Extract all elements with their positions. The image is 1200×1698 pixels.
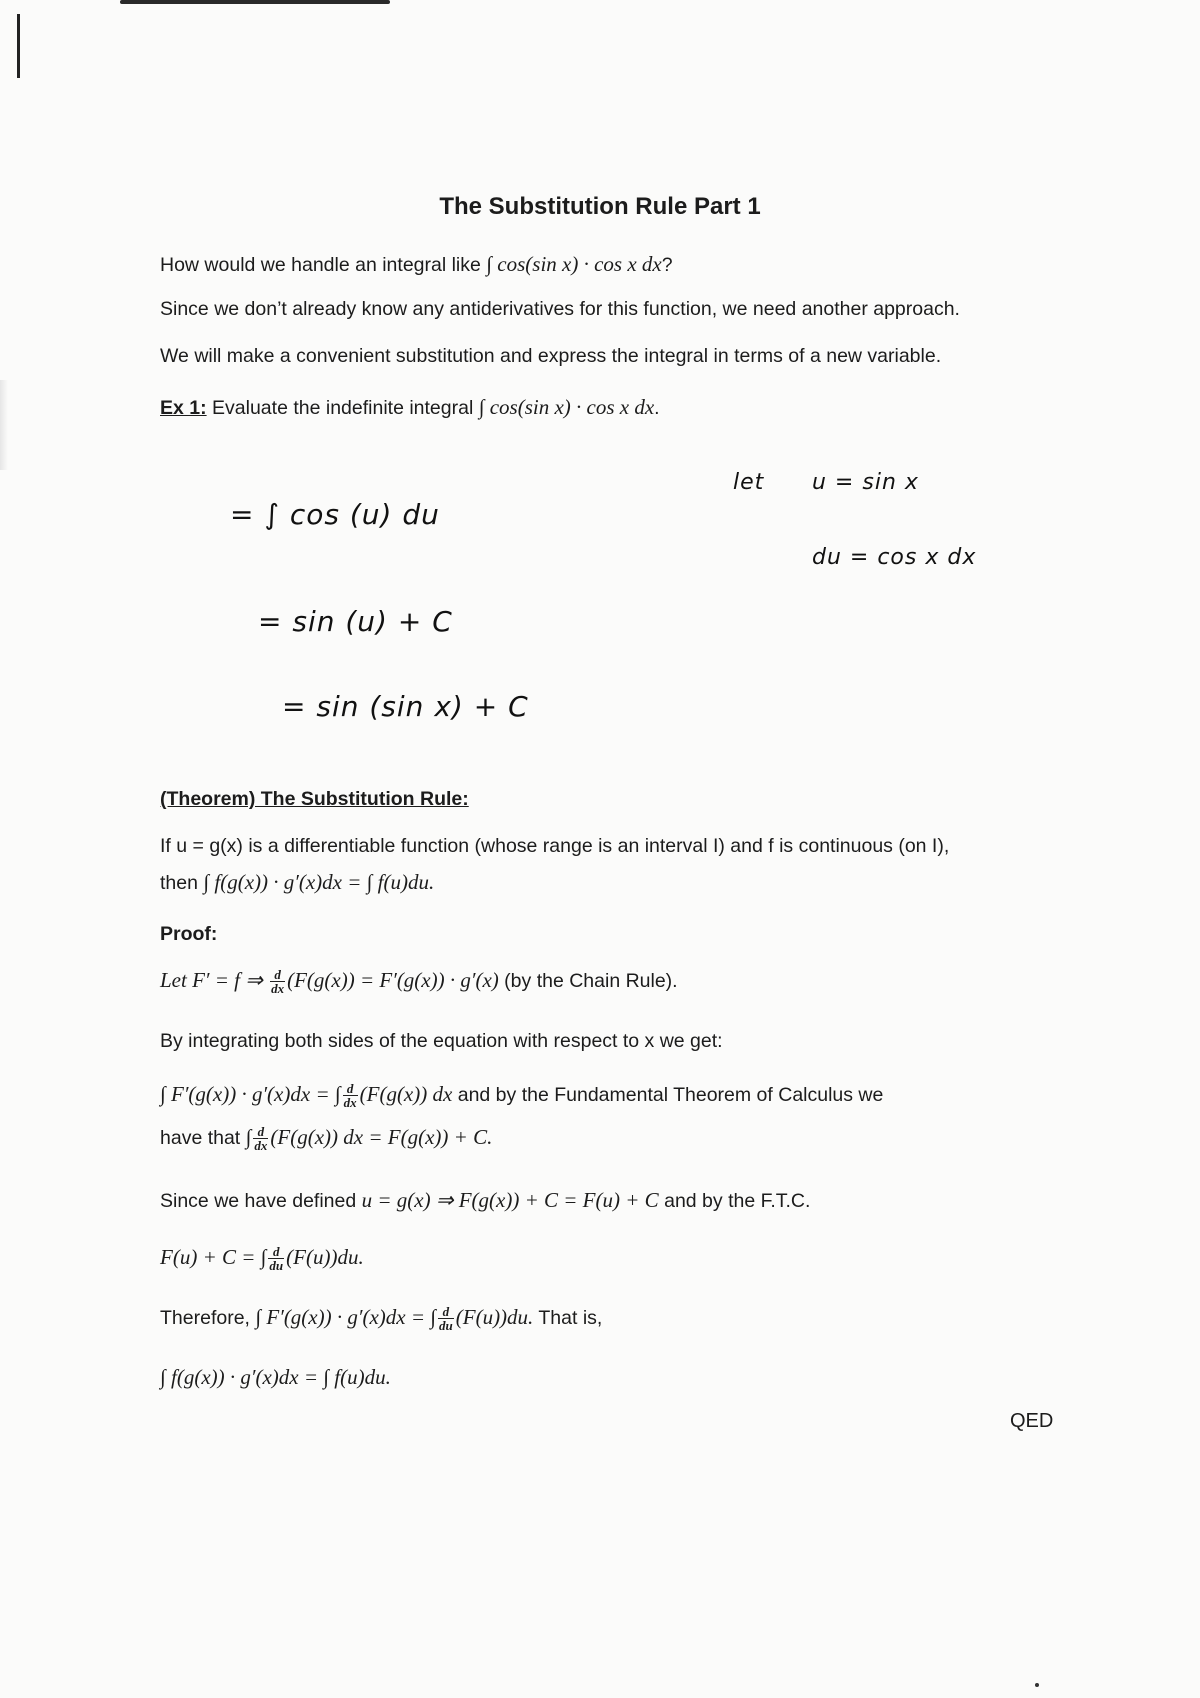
scan-speck (1035, 1683, 1039, 1687)
theorem-line-2: then ∫ f(g(x)) · g′(x)dx = ∫ f(u)du. (160, 870, 435, 894)
scan-shadow (0, 380, 8, 470)
intro-line-3: We will make a convenient substitution and express the integral in terms of a new variable. (160, 345, 942, 367)
derivative-operator: $\frac{d}{du}$ (269, 1244, 284, 1274)
derivative-operator: $\frac{d}{du}$ (439, 1304, 453, 1334)
derivative-operator: $\frac{d}{dx}$ (254, 1124, 268, 1154)
example-1: Ex 1: Evaluate the indefinite integral ∫ cos(sin x) · cos x dx. (160, 395, 660, 419)
handwritten-step-2: = sin (u) + C (258, 605, 453, 638)
proof-line-6: F(u) + C = ∫ $\frac{d}{du}$ (F(u))du. (160, 1244, 364, 1274)
handwritten-du-def: du = cos x dx (812, 545, 977, 570)
proof-line-8: ∫ f(g(x)) · g′(x)dx = ∫ f(u)du. (160, 1365, 391, 1389)
theorem-heading: (Theorem) The Substitution Rule: (160, 788, 469, 810)
proof-line-4: have that ∫ $\frac{d}{dx}$ (F(g(x)) dx = F(g(x)) + C. (160, 1124, 493, 1154)
example-label: Ex 1: (160, 397, 207, 419)
handwritten-step-1: = ∫ cos (u) du (230, 498, 440, 531)
proof-line-3: ∫ F′(g(x)) · g′(x)dx = ∫ $\frac{d}{dx}$ (F(g(x)) dx and by the Fundamental Theorem of Calculus we (160, 1081, 884, 1111)
derivative-operator: $\frac{d}{dx}$ (271, 967, 285, 997)
example-integral: ∫ cos(sin x) · cos x dx (478, 395, 655, 419)
handwritten-let: let (733, 470, 765, 495)
handwritten-step-3: = sin (sin x) + C (282, 690, 529, 723)
qed-mark: QED (1010, 1410, 1054, 1432)
proof-line-7: Therefore, ∫ F′(g(x)) · g′(x)dx = ∫ $\frac{d}{du}$ (F(u))du. That is, (160, 1304, 603, 1334)
intro-question: How would we handle an integral like ∫ cos(sin x) · cos x dx? (160, 252, 673, 276)
intro-integral: ∫ cos(sin x) · cos x dx (486, 252, 662, 276)
proof-label: Proof: (160, 923, 218, 945)
scan-margin-mark (17, 14, 20, 78)
proof-line-2: By integrating both sides of the equation with respect to x we get: (160, 1030, 723, 1052)
derivative-operator: $\frac{d}{dx}$ (343, 1081, 357, 1111)
scan-top-edge (120, 0, 390, 4)
proof-line-1: Let F′ = f ⇒ $\frac{d}{dx}$ (F(g(x)) = F′(g(x)) · g′(x) (by the Chain Rule). (160, 967, 678, 997)
proof-line-5: Since we have defined u = g(x) ⇒ F(g(x)) + C = F(u) + C and by the F.T.C. (160, 1188, 811, 1212)
intro-line-2: Since we don’t already know any antiderivatives for this function, we need another approach. (160, 298, 960, 320)
page-title: The Substitution Rule Part 1 (439, 193, 761, 220)
handwritten-u-def: u = sin x (812, 470, 919, 495)
theorem-line-1: If u = g(x) is a differentiable function (whose range is an interval I) and f is continuous (on I), (160, 835, 950, 857)
theorem-formula: ∫ f(g(x)) · g′(x)dx = ∫ f(u)du. (203, 870, 435, 894)
